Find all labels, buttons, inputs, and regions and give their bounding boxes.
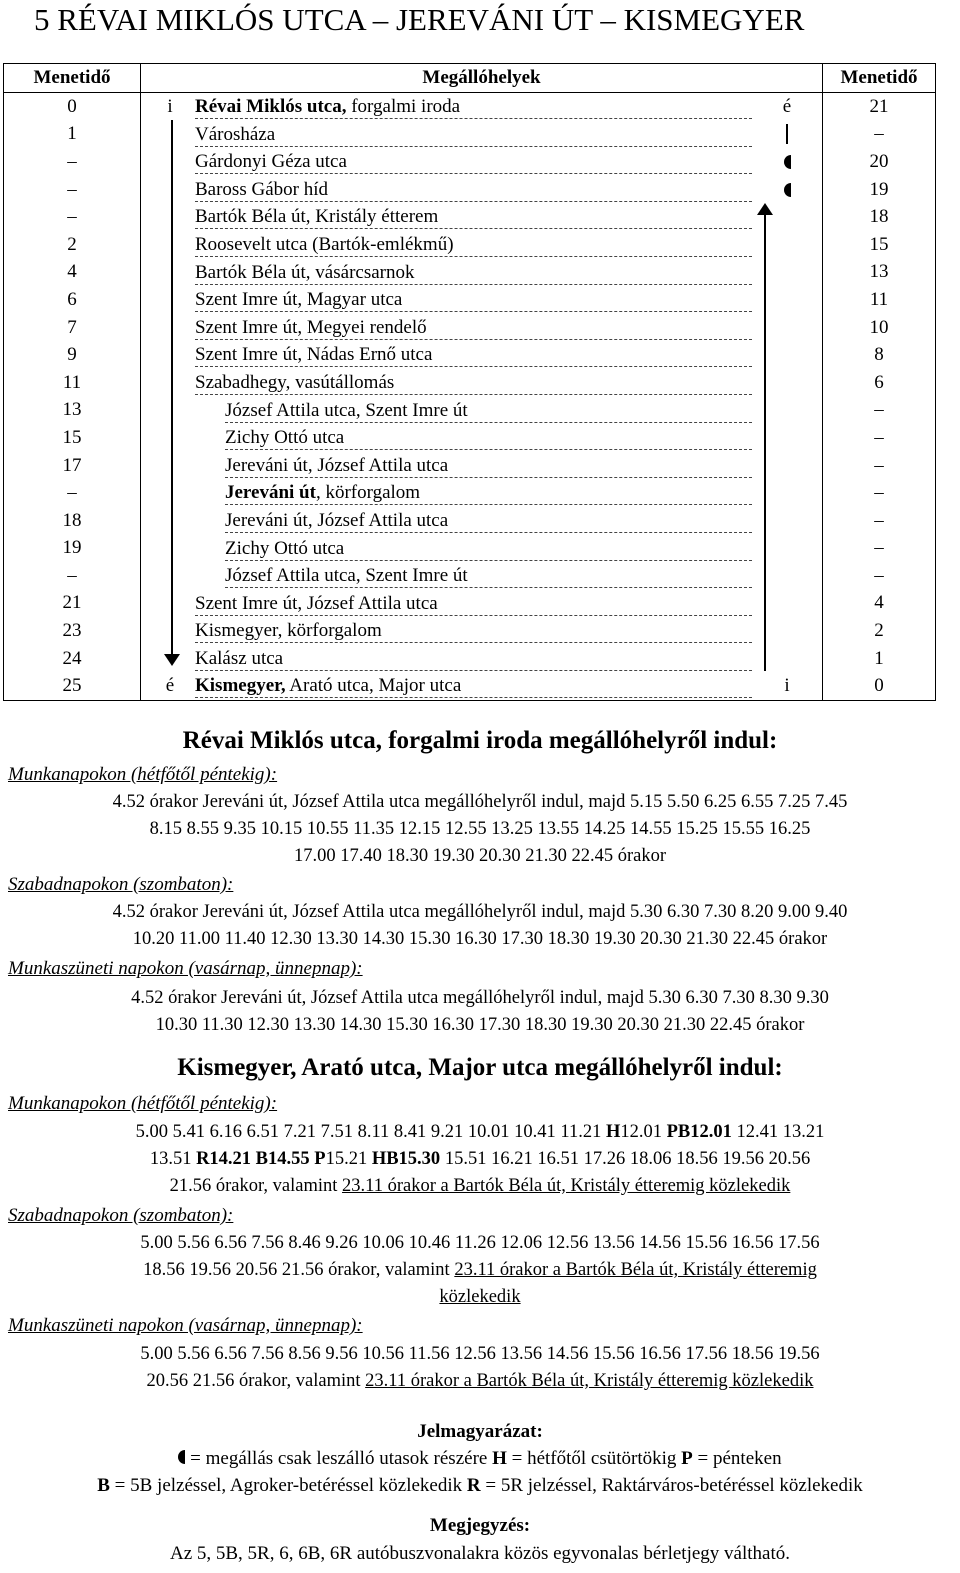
- runtime-inbound: –: [823, 535, 936, 563]
- runtime-outbound: 17: [4, 452, 141, 480]
- stop-cell: [141, 259, 823, 287]
- runtime-inbound: –: [823, 121, 936, 149]
- stop-cell: [141, 369, 823, 397]
- runtime-inbound: 13: [823, 259, 936, 287]
- section2-sunday-line: 20.56 21.56 órakor, valamint 23.11 órakor a Bartók Béla út, Kristály étteremig közlekedik: [146, 1371, 814, 1391]
- timetable-row: [4, 286, 936, 314]
- stop-cell: [141, 176, 823, 204]
- runtime-inbound: 0: [823, 672, 936, 700]
- timetable-row: [4, 148, 936, 176]
- runtime-inbound: 2: [823, 617, 936, 645]
- runtime-inbound: 15: [823, 231, 936, 259]
- stop-cell: [141, 645, 823, 673]
- section2-heading: Kismegyer, Arató utca, Major utca megállóhelyről indul:: [177, 1054, 783, 1081]
- departure-arrival-marker: é: [782, 95, 792, 117]
- page-title: 5 RÉVAI MIKLÓS UTCA – JEREVÁNI ÚT – KISMEGYER: [34, 2, 805, 37]
- alight-only-icon: [752, 148, 822, 176]
- header-right-runtime: Menetidő: [823, 64, 936, 93]
- timetable-row: [4, 617, 936, 645]
- section1-weekday-line: 17.00 17.40 18.30 19.30 20.30 21.30 22.45 órakor: [293, 846, 667, 866]
- header-stops: Megállóhelyek: [141, 64, 823, 93]
- runtime-inbound: 11: [823, 286, 936, 314]
- stop-cell: [141, 452, 823, 480]
- section1-saturday-line: 4.52 órakor Jereváni út, József Attila utca megállóhelyről indul, majd 5.30 6.30 7.30 8.20 9.00 9.40: [112, 902, 848, 922]
- runtime-outbound: –: [4, 479, 141, 507]
- runtime-inbound: 4: [823, 590, 936, 618]
- section1-weekday-line: 4.52 órakor Jereváni út, József Attila utca megállóhelyről indul, majd 5.15 5.50 6.25 6.55 7.25 7.45: [112, 792, 848, 812]
- runtime-outbound: 1: [4, 121, 141, 149]
- timetable-row: [4, 562, 936, 590]
- section2-saturday-label: Szabadnapokon (szombaton):: [8, 1205, 234, 1226]
- stop-cell: [141, 397, 823, 425]
- timetable-row: [4, 314, 936, 342]
- section1-saturday-label: Szabadnapokon (szombaton):: [8, 874, 234, 895]
- runtime-inbound: –: [823, 452, 936, 480]
- timetable-row: [4, 341, 936, 369]
- timetable-row: [4, 424, 936, 452]
- section1-sunday-line: 4.52 órakor Jereváni út, József Attila utca megállóhelyről indul, majd 5.30 6.30 7.30 8.30 9.30: [131, 988, 829, 1008]
- stop-cell: [141, 121, 823, 149]
- section1-weekday-times: [0, 789, 960, 870]
- section1-weekday-label: Munkanapokon (hétfőtől péntekig):: [8, 764, 278, 785]
- runtime-inbound: 8: [823, 341, 936, 369]
- stop-cell: [141, 590, 823, 618]
- stop-name: Roosevelt utca (Bartók-emlékmű): [195, 234, 752, 257]
- timetable-row: [4, 672, 936, 700]
- runtime-inbound: –: [823, 507, 936, 535]
- stop-cell: [141, 424, 823, 452]
- stop-name: Jereváni út, körforgalom: [225, 482, 752, 505]
- section2-weekday-times: [0, 1119, 960, 1200]
- stop-name: Szent Imre út, Magyar utca: [195, 289, 752, 312]
- stop-cell: [141, 286, 823, 314]
- runtime-outbound: 24: [4, 645, 141, 673]
- arrow-up-icon: [757, 203, 773, 215]
- runtime-outbound: 4: [4, 259, 141, 287]
- timetable-row: [4, 507, 936, 535]
- runtime-outbound: –: [4, 562, 141, 590]
- runtime-outbound: 6: [4, 286, 141, 314]
- timetable-row: [4, 369, 936, 397]
- runtime-inbound: 18: [823, 203, 936, 231]
- runtime-inbound: –: [823, 562, 936, 590]
- stop-name: Szent Imre út, Nádas Ernő utca: [195, 344, 752, 367]
- section1-sunday-line: 10.30 11.30 12.30 13.30 14.30 15.30 16.30 17.30 18.30 19.30 20.30 21.30 22.45 órakor: [155, 1015, 805, 1035]
- legend-line: B = 5B jelzéssel, Agroker-betéréssel közlekedik R = 5R jelzéssel, Raktárváros-betéréssel közlekedik: [97, 1475, 863, 1496]
- bar-icon: [752, 121, 822, 149]
- alight-only-icon: [752, 176, 822, 204]
- section1-heading: Révai Miklós utca, forgalmi iroda megállóhelyről indul:: [182, 727, 778, 754]
- runtime-inbound: –: [823, 397, 936, 425]
- runtime-inbound: 1: [823, 645, 936, 673]
- runtime-outbound: 13: [4, 397, 141, 425]
- header-left-runtime: Menetidő: [4, 64, 141, 93]
- section2-weekday-line: 5.00 5.41 6.16 6.51 7.21 7.51 8.11 8.41 9.21 10.01 10.41 11.21 H12.01 PB12.01 12.41 13.21: [135, 1122, 825, 1142]
- legend-line: = megállás csak leszálló utasok részére H = hétfőtől csütörtökig P = pénteken: [0, 1445, 960, 1472]
- stop-name: Városháza: [195, 124, 752, 147]
- timetable-row: [4, 590, 936, 618]
- timetable: [3, 63, 936, 701]
- runtime-inbound: 10: [823, 314, 936, 342]
- direction-down-line: [171, 120, 173, 656]
- section2-sunday-label: Munkaszüneti napokon (vasárnap, ünnepnap):: [8, 1315, 363, 1336]
- arrow-down-icon: [164, 654, 180, 666]
- departure-arrival-marker: é: [165, 675, 175, 697]
- stop-name: Kalász utca: [195, 648, 752, 671]
- stop-cell: [141, 148, 823, 176]
- legend-heading: Jelmagyarázat:: [417, 1421, 543, 1442]
- section2-saturday-line: 18.56 19.56 20.56 21.56 órakor, valamint 23.11 órakor a Bartók Béla út, Kristály étteremig: [143, 1260, 817, 1280]
- timetable-row: [4, 259, 936, 287]
- timetable-row: [4, 121, 936, 149]
- stop-name: Szent Imre út, József Attila utca: [195, 593, 752, 616]
- timetable-row: [4, 645, 936, 673]
- stop-name: Szent Imre út, Megyei rendelő: [195, 317, 752, 340]
- runtime-inbound: –: [823, 479, 936, 507]
- stop-name: Bartók Béla út, vásárcsarnok: [195, 262, 752, 285]
- stop-name: Kismegyer, körforgalom: [195, 620, 752, 643]
- stop-cell: [141, 93, 823, 121]
- departure-arrival-marker: i: [167, 95, 173, 117]
- runtime-outbound: 18: [4, 507, 141, 535]
- stop-cell: [141, 203, 823, 231]
- runtime-outbound: 23: [4, 617, 141, 645]
- section2-saturday-line: 5.00 5.56 6.56 7.56 8.46 9.26 10.06 10.46 11.26 12.06 12.56 13.56 14.56 15.56 16.56 17.56: [140, 1233, 820, 1253]
- runtime-outbound: 0: [4, 93, 141, 121]
- runtime-inbound: 21: [823, 93, 936, 121]
- timetable-row: [4, 93, 936, 121]
- runtime-inbound: –: [823, 424, 936, 452]
- runtime-outbound: 9: [4, 341, 141, 369]
- stop-name: Jereváni út, József Attila utca: [225, 455, 752, 478]
- stop-name: Zichy Ottó utca: [225, 427, 752, 450]
- section2-sunday-line: 5.00 5.56 6.56 7.56 8.56 9.56 10.56 11.56 12.56 13.56 14.56 15.56 16.56 17.56 18.56 19.56: [140, 1344, 820, 1364]
- note-heading: Megjegyzés:: [429, 1515, 531, 1536]
- direction-up-line: [764, 214, 766, 671]
- runtime-outbound: 21: [4, 590, 141, 618]
- stop-name: Révai Miklós utca, forgalmi iroda: [195, 96, 752, 119]
- section2-weekday-line: 21.56 órakor, valamint 23.11 órakor a Bartók Béla út, Kristály étteremig közlekedik: [169, 1176, 791, 1196]
- section2-saturday-times: [0, 1230, 960, 1311]
- timetable-row: [4, 397, 936, 425]
- section1-sunday-label: Munkaszüneti napokon (vasárnap, ünnepnap):: [8, 958, 363, 979]
- stop-cell: [141, 535, 823, 563]
- section2-sunday-times: [0, 1341, 960, 1395]
- runtime-inbound: 19: [823, 176, 936, 204]
- runtime-outbound: –: [4, 203, 141, 231]
- stop-cell: [141, 617, 823, 645]
- section2-weekday-line: 13.51 R14.21 B14.55 P15.21 HB15.30 15.51 16.21 16.51 17.26 18.06 18.56 19.56 20.56: [149, 1149, 811, 1169]
- stop-cell: [141, 479, 823, 507]
- section2-saturday-line: közlekedik: [439, 1287, 521, 1307]
- runtime-outbound: –: [4, 148, 141, 176]
- runtime-outbound: 2: [4, 231, 141, 259]
- section1-saturday-times: [0, 899, 960, 953]
- stop-cell: [141, 507, 823, 535]
- departure-arrival-marker: i: [784, 675, 790, 697]
- stop-name: József Attila utca, Szent Imre út: [225, 400, 752, 423]
- section1-sunday-times: [0, 985, 960, 1039]
- runtime-inbound: 20: [823, 148, 936, 176]
- stop-name: Bartók Béla út, Kristály étterem: [195, 206, 752, 229]
- runtime-outbound: 7: [4, 314, 141, 342]
- runtime-outbound: –: [4, 176, 141, 204]
- timetable-row: [4, 231, 936, 259]
- timetable-row: [4, 479, 936, 507]
- runtime-outbound: 25: [4, 672, 141, 700]
- stop-name: Baross Gábor híd: [195, 179, 752, 202]
- section1-weekday-line: 8.15 8.55 9.35 10.15 10.55 11.35 12.15 12.55 13.25 13.55 14.25 14.55 15.25 15.55 16.25: [149, 819, 811, 839]
- stop-name: Szabadhegy, vasútállomás: [195, 372, 752, 395]
- stop-name: József Attila utca, Szent Imre út: [225, 565, 752, 588]
- runtime-inbound: 6: [823, 369, 936, 397]
- timetable-row: [4, 535, 936, 563]
- timetable-row: [4, 452, 936, 480]
- stop-name: Zichy Ottó utca: [225, 538, 752, 561]
- stop-cell: [141, 231, 823, 259]
- section2-weekday-label: Munkanapokon (hétfőtől péntekig):: [8, 1093, 278, 1114]
- runtime-outbound: 15: [4, 424, 141, 452]
- note-text: Az 5, 5B, 5R, 6, 6B, 6R autóbuszvonalakra közös egyvonalas bérletjegy váltható.: [169, 1543, 790, 1564]
- runtime-outbound: 11: [4, 369, 141, 397]
- stop-name: Gárdonyi Géza utca: [195, 151, 752, 174]
- stop-name: Jereváni út, József Attila utca: [225, 510, 752, 533]
- stop-cell: [141, 562, 823, 590]
- runtime-outbound: 19: [4, 535, 141, 563]
- stop-name: Kismegyer, Arató utca, Major utca: [195, 675, 752, 698]
- timetable-row: [4, 203, 936, 231]
- stop-cell: [141, 672, 823, 700]
- stop-cell: [141, 314, 823, 342]
- stop-cell: [141, 341, 823, 369]
- timetable-row: [4, 176, 936, 204]
- section1-saturday-line: 10.20 11.00 11.40 12.30 13.30 14.30 15.30 16.30 17.30 18.30 19.30 20.30 21.30 22.45 órakor: [132, 929, 828, 949]
